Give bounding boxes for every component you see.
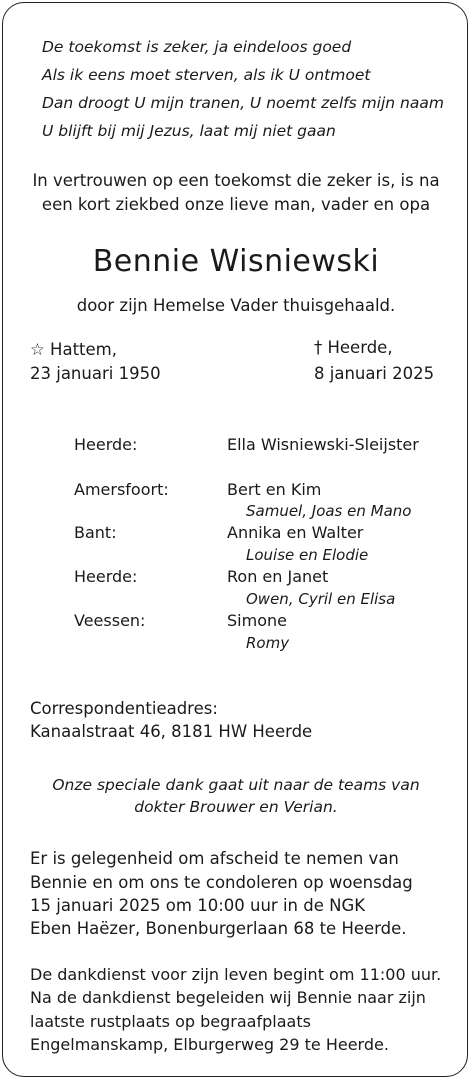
poem-line: Als ik eens moet sterven, als ik U ontmoet (42, 66, 371, 84)
farewell-line: 15 januari 2025 om 10:00 uur in de NGK (30, 896, 366, 915)
family-names: Ron en Janet (227, 567, 329, 586)
farewell-line: Eben Haëzer, Bonenburgerlaan 68 te Heerde. (30, 919, 407, 938)
cross-icon: † (314, 338, 323, 357)
death-place (314, 338, 393, 357)
thanks-line: dokter Brouwer en Verian. (134, 798, 338, 816)
death-date: 8 januari 2025 (314, 364, 435, 383)
family-place: Heerde: (74, 435, 138, 454)
family-names: Annika en Walter (227, 523, 364, 542)
star-icon: ☆ (30, 340, 45, 359)
family-children: Owen, Cyril en Elisa (246, 590, 396, 608)
birth-place (30, 340, 117, 359)
poem-line: U blijft bij mij Jezus, laat mij niet gaan (42, 122, 336, 140)
family-place: Veessen: (74, 611, 146, 630)
intro-line: een kort ziekbed onze lieve man, vader en opa (41, 195, 431, 214)
correspondence-address: Kanaalstraat 46, 8181 HW Heerde (30, 722, 313, 741)
poem-line: De toekomst is zeker, ja eindeloos goed (42, 38, 352, 56)
farewell-line: Bennie en om ons te condoleren op woensdag (30, 873, 413, 892)
deceased-name: Bennie Wisniewski (92, 244, 380, 279)
service-line: laatste rustplaats op begraafplaats (30, 1012, 311, 1031)
poem-line: Dan droogt U mijn tranen, U noemt zelfs mijn naam (42, 94, 444, 112)
subline: door zijn Hemelse Vader thuisgehaald. (76, 296, 396, 315)
family-children: Samuel, Joas en Mano (246, 502, 412, 520)
farewell-line: Er is gelegenheid om afscheid te nemen van (30, 849, 399, 868)
family-place: Heerde: (74, 567, 138, 586)
service-line: Na de dankdienst begeleiden wij Bennie naar zijn (30, 988, 426, 1007)
death-place-label: Heerde, (327, 338, 393, 357)
family-children: Romy (246, 634, 290, 652)
correspondence-label: Correspondentieadres: (30, 699, 218, 718)
family-place: Bant: (74, 523, 117, 542)
family-place: Amersfoort: (74, 480, 169, 499)
birth-date: 23 januari 1950 (30, 364, 161, 383)
family-children: Louise en Elodie (246, 546, 369, 564)
birth-place-label: Hattem, (50, 340, 117, 359)
family-names: Simone (227, 611, 287, 630)
family-names: Ella Wisniewski-Sleijster (227, 435, 419, 454)
thanks-line: Onze speciale dank gaat uit naar de teams van (52, 776, 420, 794)
family-names: Bert en Kim (227, 480, 322, 499)
service-line: Engelmanskamp, Elburgerweg 29 te Heerde. (30, 1035, 389, 1054)
service-line: De dankdienst voor zijn leven begint om 11:00 uur. (30, 965, 442, 984)
intro-line: In vertrouwen op een toekomst die zeker is, is na (32, 171, 440, 190)
